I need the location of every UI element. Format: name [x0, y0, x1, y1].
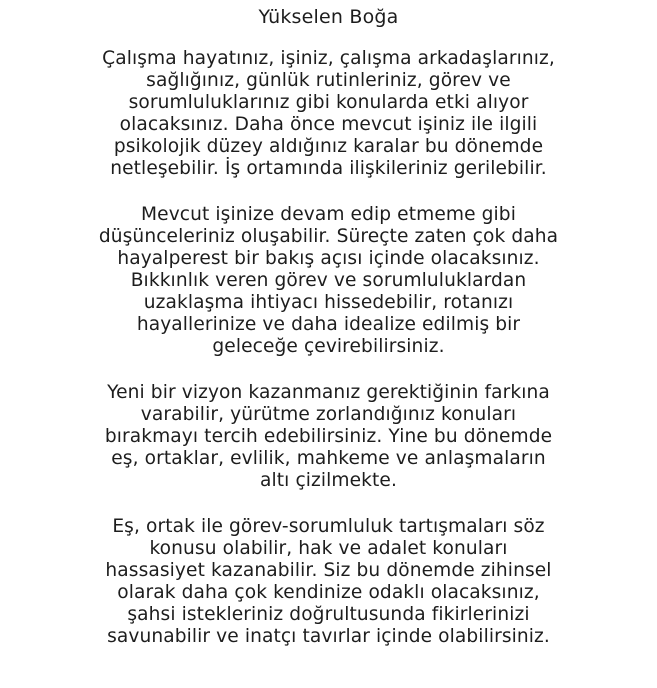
text-line: hayalperest bir bakış açısı içinde olacaksınız.: [117, 248, 540, 269]
text-line: savunabilir ve inatçı tavırlar içinde olabilirsiniz.: [107, 626, 550, 647]
text-line: düşünceleriniz oluşabilir. Süreçte zaten çok daha: [98, 226, 559, 247]
paragraph-1: [24, 48, 633, 180]
paragraph-2: [24, 204, 633, 358]
text-line: netleşebilir. İş ortamında ilişkileriniz gerilebilir.: [110, 158, 547, 179]
text-line: Mevcut işinize devam edip etmeme gibi: [141, 204, 516, 225]
paragraph-3: [24, 382, 633, 492]
text-line: sorumluluklarınız gibi konularda etki alıyor: [128, 92, 529, 113]
text-line: bırakmayı tercih edebilirsiniz. Yine bu dönemde: [104, 426, 553, 447]
text-line: eş, ortaklar, evlilik, mahkeme ve anlaşmaların: [111, 448, 546, 469]
text-line: hassasiyet kazanabilir. Siz bu dönemde zihinsel: [105, 560, 552, 581]
text-line: Eş, ortak ile görev-sorumluluk tartışmaları söz: [112, 516, 545, 537]
text-line: olarak daha çok kendinize odaklı olacaksınız,: [117, 582, 540, 603]
text-line: Bıkkınlık veren görev ve sorumluluklardan: [130, 270, 527, 291]
text-line: sağlığınız, günlük rutinleriniz, görev ve: [146, 70, 511, 91]
text-line: geleceğe çevirebilirsiniz.: [212, 336, 445, 357]
text-line: Yeni bir vizyon kazanmanız gerektiğinin farkına: [107, 382, 550, 403]
paragraph-4: [24, 516, 633, 648]
text-line: psikolojik düzey aldığınız karalar bu dönemde: [113, 136, 544, 157]
text-line: olacaksınız. Daha önce mevcut işiniz ile ilgili: [119, 114, 538, 135]
text-line: hayallerinize ve daha idealize edilmiş bir: [136, 314, 521, 335]
text-line: altı çizilmekte.: [260, 470, 397, 491]
text-line: şahsi istekleriniz doğrultusunda fikirlerinizi: [127, 604, 530, 625]
text-line: Çalışma hayatınız, işiniz, çalışma arkadaşlarınız,: [102, 48, 555, 69]
document-title: Yükselen Boğa: [258, 6, 399, 28]
text-line: varabilir, yürütme zorlandığınız konuları: [140, 404, 517, 425]
text-line: uzaklaşma ihtiyacı hissedebilir, rotanızı: [143, 292, 514, 313]
text-line: konusu olabilir, hak ve adalet konuları: [149, 538, 508, 559]
